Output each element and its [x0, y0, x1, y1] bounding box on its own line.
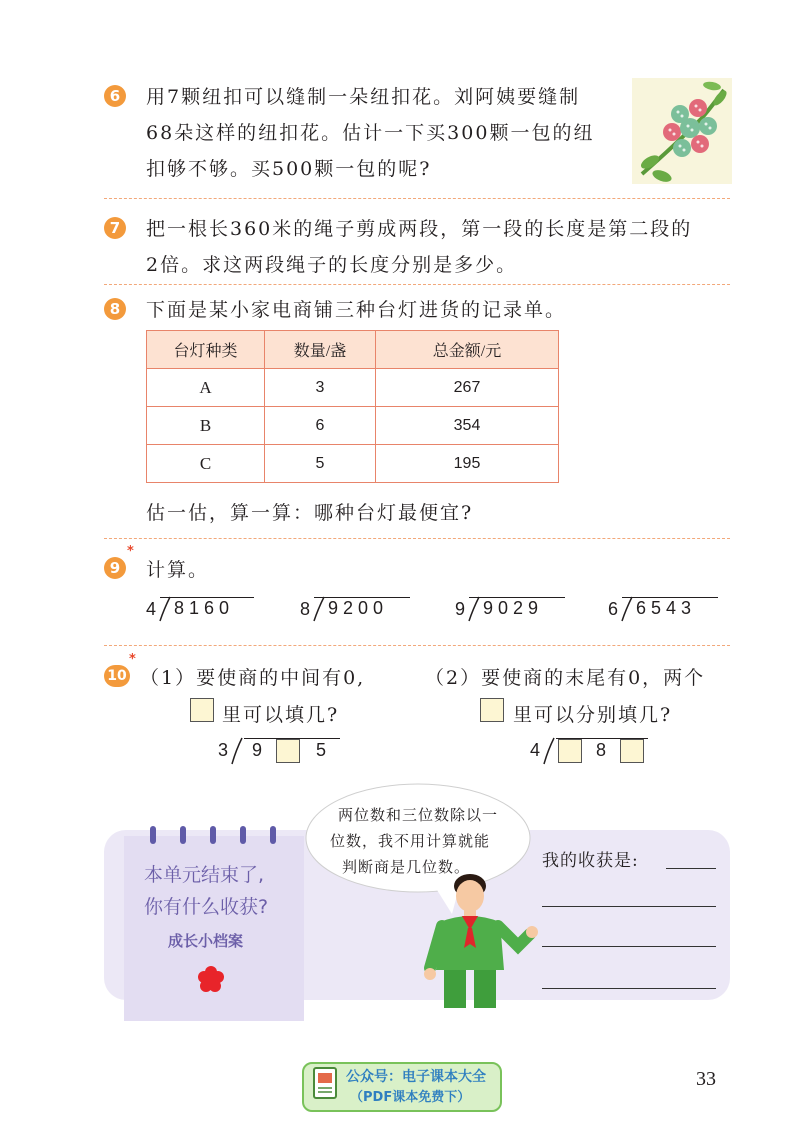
problem-8-question: 估一估，算一算：哪种台灯最便宜? [146, 502, 474, 524]
harvest-line[interactable] [542, 906, 716, 907]
cell-total: 354 [376, 407, 559, 445]
cell-quantity: 3 [265, 369, 376, 407]
problem-6-number: 6 [104, 85, 126, 107]
table-row [147, 407, 559, 445]
header-lamp-type: 台灯种类 [147, 331, 265, 369]
problem-10-part1-line2: 里可以填几? [222, 704, 340, 726]
digit: 8 [596, 740, 612, 760]
digit: 9 [252, 740, 268, 760]
digit-blank-box[interactable] [276, 739, 300, 763]
separator-6-7 [104, 198, 730, 199]
separator-9-10 [104, 645, 730, 646]
boy-illustration [418, 870, 548, 1010]
problem-10-part2-line2: 里可以分别填几? [513, 704, 673, 726]
problem-7-line-1: 把一根长360米的绳子剪成两段，第一段的长度是第二段的 [146, 218, 693, 240]
problem-8-intro: 下面是某小家电商铺三种台灯进货的记录单。 [146, 299, 567, 321]
problem-9-star: * [127, 544, 134, 559]
problem-6-line-1: 用7颗纽扣可以缝制一朵纽扣花。刘阿姨要缝制 [146, 86, 581, 108]
cell-quantity: 5 [265, 445, 376, 483]
divisor: 8 [300, 599, 316, 619]
problem-8-number: 8 [104, 298, 126, 320]
watermark-line-1: 公众号：电子课本大全 [346, 1069, 486, 1085]
dividend: 9029 [469, 597, 565, 619]
red-flower-icon [196, 964, 226, 994]
problem-10-number: 10 [104, 665, 130, 687]
separator-8-9 [104, 538, 730, 539]
table-row [147, 445, 559, 483]
problem-10-star: * [129, 652, 136, 667]
problem-7-number: 7 [104, 217, 126, 239]
dividend: 9200 [314, 597, 410, 619]
answer-box[interactable] [190, 698, 214, 722]
header-total: 总金额/元 [376, 331, 559, 369]
harvest-line[interactable] [542, 946, 716, 947]
problem-9-number: 9 [104, 557, 126, 579]
problem-10-part2-line1: （2）要使商的末尾有0，两个 [425, 667, 706, 689]
cell-total: 195 [376, 445, 559, 483]
cell-type: C [147, 445, 265, 483]
divisor: 3 [218, 740, 234, 760]
answer-box[interactable] [480, 698, 504, 722]
table-header-row [147, 331, 559, 369]
problem-10-part1-line1: （1）要使商的中间有0, [140, 667, 366, 689]
harvest-line[interactable] [666, 868, 716, 869]
divisor: 9 [455, 599, 471, 619]
card-title-2: 你有什么收获? [144, 896, 269, 918]
divisor: 6 [608, 599, 624, 619]
speech-line-1: 两位数和三位数除以一 [338, 806, 499, 824]
digit: 5 [316, 740, 332, 760]
cell-total: 267 [376, 369, 559, 407]
speech-line-2: 位数，我不用计算就能 [330, 832, 491, 850]
card-rings [150, 826, 280, 846]
digit-blank-box[interactable] [620, 739, 644, 763]
harvest-label: 我的收获是: [542, 851, 639, 871]
book-icon [312, 1066, 340, 1104]
button-flower-illustration [632, 78, 732, 184]
cell-type: B [147, 407, 265, 445]
card-title-1: 本单元结束了, [144, 864, 265, 886]
header-quantity: 数量/盏 [265, 331, 376, 369]
harvest-line[interactable] [542, 988, 716, 989]
page-number: 33 [696, 1068, 716, 1090]
separator-7-8 [104, 284, 730, 285]
speech-line-3: 判断商是几位数。 [342, 858, 471, 876]
digit-blank-box[interactable] [558, 739, 582, 763]
dividend: 6543 [622, 597, 718, 619]
cell-type: A [147, 369, 265, 407]
watermark-line-2: （PDF课本免费下） [350, 1090, 471, 1105]
cell-quantity: 6 [265, 407, 376, 445]
lamp-record-table [146, 330, 559, 483]
table-row [147, 369, 559, 407]
divisor: 4 [530, 740, 546, 760]
problem-7-line-2: 2倍。求这两段绳子的长度分别是多少。 [146, 254, 518, 276]
problem-6-line-2: 68朵这样的纽扣花。估计一下买300颗一包的纽 [146, 122, 595, 144]
card-subtitle: 成长小档案 [168, 932, 244, 950]
dividend: 8160 [160, 597, 254, 619]
problem-6-line-3: 扣够不够。买500颗一包的呢? [146, 158, 432, 180]
divisor: 4 [146, 599, 162, 619]
problem-9-title: 计算。 [146, 559, 210, 581]
